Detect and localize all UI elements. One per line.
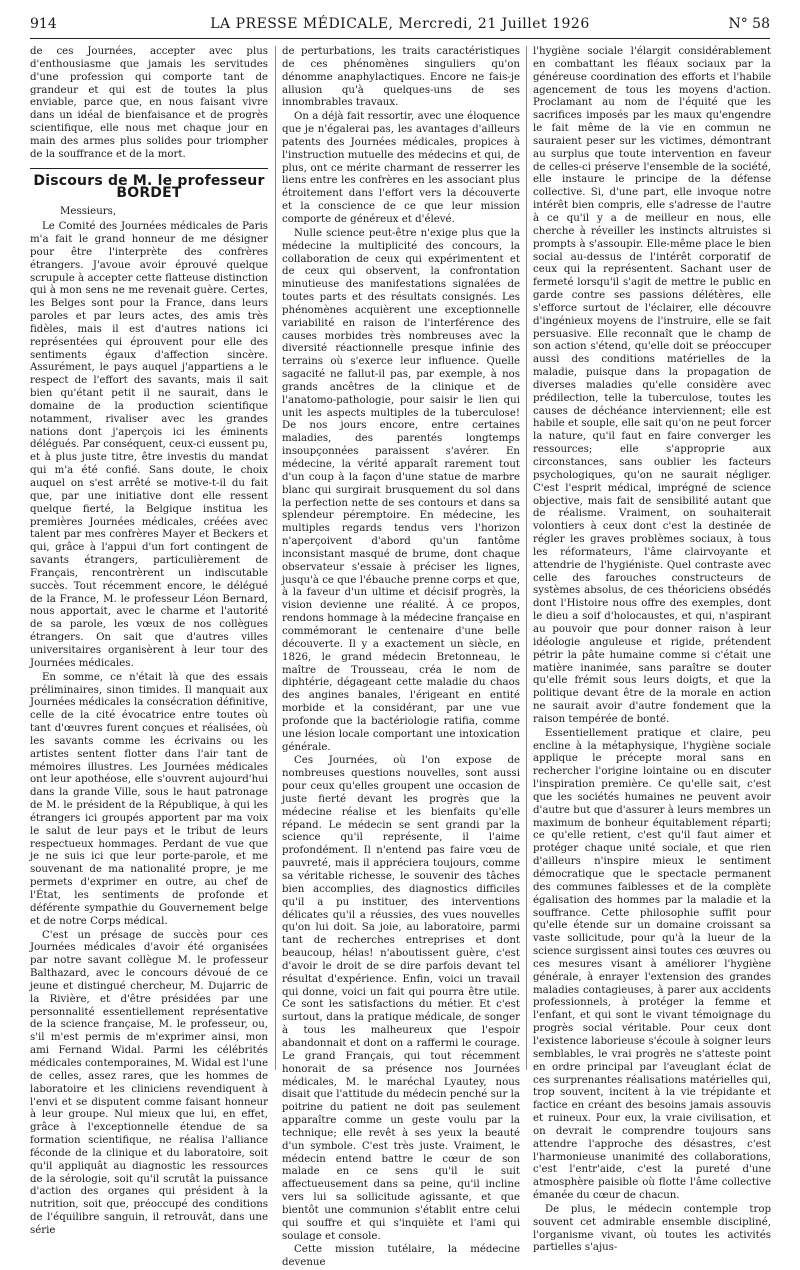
intro-paragraph: de ces Journées, accepter avec plus d'enthousiasme que jamais les servitudes d'une profession qui comporte tant de grandeur et qui est de toutes la plus enviable, parce que, en nous faisant vivre dans un idéal de bienfaisance et de progrès scientifique, elle nous met chaque jour en main des armes plus solides pour triompher de la souffrance et de la mort. <box>30 46 268 160</box>
paragraph: Le Comité des Journées médicales de Paris m'a fait le grand honneur de me désigner pour être l'interprète des confrères étrangers. J'avoue avoir éprouvé quelque scrupule à accepter cette flatteuse distinction qui à mon sens ne me revenait guère. Certes, les Belges sont pour la France, dans leurs paroles et par leurs actes, des amis très fidèles, mais il est d'autres nations ici représentées qui éprouvent pour elle des sentiments égaux d'affection sincère. Assurément, le pays auquel j'appartiens a le respect de l'effort des savants, mais il sait bien qu'étant petit il ne saurait, dans le domaine de la production scientifique notamment, rivaliser avec les grandes nations dont j'aperçois ici les éminents délégués. Par conséquent, ceux-ci eussent pu, et à plus juste titre, être investis du mandat qui m'a été confié. Sans doute, le choix auquel on s'est arrêté se motive-t-il du fait que, par une initiative dont elle ressent quelque fierté, la Belgique institua les premières Journées médicales, créées avec talent par mes confrères Mayer et Beckers et qui, grâce à l'appui d'un fort contingent de savants étrangers, particulièrement de Français, rencontrèrent un indiscutable succès. Tout récemment encore, le délégué de la France, M. le professeur Léon Bernard, nous apportait, avec le charme et l'autorité de sa parole, les vœux de nos collègues étrangers. On sait que d'autres villes universitaires organisèrent à leur tour des Journées médicales. <box>30 221 268 669</box>
running-title <box>30 16 770 32</box>
page-number: 914 <box>30 16 57 32</box>
paragraph: De plus, le médecin contemple trop souvent cet admirable ensemble discipliné, l'organisme vivant, où toutes les activités partielles s'ajus- <box>533 1203 771 1254</box>
column-3 <box>533 46 771 1254</box>
paragraph: l'hygiène sociale l'élargit considérablement en combattant les fléaux sociaux par la généreuse coordination des efforts et l'habile agencement de tous les moyens d'action. Proclamant au nom de l'équité que les sacrifices imposés par les maux qu'engendre le fait même de la vie en commun ne sauraient peser sur les victimes, démontrant au surplus que toute intervention en faveur de celles-ci préserve l'ensemble de la société, elle instaure le principe de la défense collective. Si, d'une part, elle invoque notre intérêt bien compris, elle s'adresse de l'autre à ce qu'il y a de meilleur en nous, elle cherche à réveiller les instincts altruistes si prompts à s'assoupir. Elle-même place le bien social au-dessus de l'intérêt corporatif de ceux qui la représentent. Sachant user de fermeté lorsqu'il s'agit de mettre le public en garde contre ses passions délétères, elle s'efforce surtout de l'éclairer, elle découvre d'ingénieux moyens de l'instruire, elle se fait persuasive. Elle reconnaît que le champ de son action s'étend, qu'elle doit se préoccuper aussi des conditions matérielles de la maladie, puisque dans la propagation de diverses maladies qu'elle considère avec prédilection, telle la tuberculose, toutes les causes de déchéance interviennent; elle est habile et souple, elle sait qu'on ne peut forcer la nature, qu'il faut en faire converger les ressources; elle s'approprie aux circonstances, sans oublier les facteurs psychologiques, qu'on ne saurait négliger. C'est l'esprit médical, imprégné de science objective, mais fait de sensibilité autant que de réalisme. Vraiment, on souhaiterait volontiers à ceux dont c'est la destinée de régler les graves problèmes sociaux, à tous les réformateurs, l'âme clairvoyante et attendrie de l'hygiéniste. Quel contraste avec celle des farouches constructeurs de systèmes absolus, de ces théoriciens obsédés dont l'Histoire nous offre des exemples, dont le dieu a soif d'holocaustes, et qui, n'aspirant au pouvoir que pour donner raison à leur idéologie anguleuse et rigide, prétendent pétrir la pâte humaine comme si c'était une matière inanimée, sans paraître se douter qu'elle frémit sous leurs doigts, et que la politique devant être de la morale en action ne saurait avoir d'autre fondement que la raison tempérée de bonté. <box>533 46 771 725</box>
column-divider <box>275 46 276 1070</box>
column-1 <box>30 46 268 1236</box>
paragraph: En somme, ce n'était là que des essais préliminaires, sinon timides. Il manquait aux Journées médicales la consécration définitive, celle de la cité évocatrice entre toutes où tant d'œuvres furent conçues et réalisées, où les savants comme les écrivains ou les artistes sentent flotter dans l'air tant de mémoires illustres. Les Journées médicales ont leur apothéose, elle s'ouvrent aujourd'hui dans la grande Ville, sous le haut patronage de M. le président de la République, à qui les étrangers ici groupés apportent par ma voix le salut de leur pays et le tribut de leurs respectueux hommages. Perdant de vue que je ne suis ici que leur porte-parole, et me souvenant de ma nationalité propre, je me permets d'exprimer en outre, au chef de l'État, les sentiments de profonde et déférente sympathie du Gouvernement belge et de notre Corps médical. <box>30 671 268 927</box>
paragraph: Ces Journées, où l'on expose de nombreuses questions nouvelles, sont aussi pour ceux qu'elles groupent une occasion de juste fierté devant les progrès que la médecine réalise et les bienfaits qu'elle répand. Le médecin se sent grandi par la science qu'il représente, il l'aime profondément. Il n'entend pas faire vœu de pauvreté, mais il appréciera toujours, comme sa véritable richesse, le souvenir des tâches bien accomplies, des diagnostics difficiles qu'il a pu instituer, des interventions délicates qu'il a réussies, des vues nouvelles qu'on lui doit. Sa joie, au laboratoire, parmi tant de recherches entreprises et dont beaucoup, hélas! n'aboutissent guère, c'est d'avoir le droit de se dire parfois devant tel résultat d'expérience. Enfin, voici un travail qui donne, voici un fait qui pourra être utile. Ce sont les satisfactions du métier. Et c'est surtout, dans la pratique médicale, de songer à tous les malheureux que l'espoir abandonnait et dont on a raffermi le courage. Le grand Français, qui tout récemment honorait de sa présence nos Journées médicales, M. le maréchal Lyautey, nous disait que l'attitude du médecin penché sur la poitrine du patient ne doit pas seulement apparaître comme un geste voulu par la technique; elle revêt à ses yeux la beauté d'un symbole. C'est très juste. Vraiment, le médecin entend battre le cœur de son malade en ce sens qu'il le suit affectueusement dans sa peine, qu'il incline vers lui sa sollicitude agissante, et que bientôt une communion s'établit entre celui qui souffre et qui s'inquiète et l'ami qui soulage et console. <box>282 755 520 1242</box>
paragraph: Essentiellement pratique et claire, peu encline à la métaphysique, l'hygiène sociale applique le précepte moral sans en rechercher l'origine lointaine ou en discuter l'inspiration première. Ce qu'elle sait, c'est que les sociétés humaines ne peuvent avoir d'autre but que d'assurer à leurs membres un maximum de bonheur équitablement réparti; ce qu'elle retient, c'est qu'il faut aimer et protéger chaque unité sociale, et que rien d'ailleurs n'inspire mieux le sentiment démocratique que le spectacle permanent des communes faiblesses et de la complète égalisation des hommes par la maladie et la souffrance. Cette philosophie suffit pour qu'elle étende sur un domaine croissant sa vaste sollicitude, pour qu'à la lueur de la science surgissent ainsi toutes ces œuvres ou ces mesures visant à améliorer l'hygiène générale, à enrayer l'extension des grandes maladies contagieuses, à parer aux accidents professionnels, à protéger la femme et l'enfant, et qui sont le vivant témoignage du progrès social véritable. Pour ceux dont l'existence laborieuse s'écoule à soigner leurs semblables, le vrai progrès ne s'atteste point en ordre principal par l'aveuglant éclat de ces surprenantes réalisations matérielles qui, trop souvent, incitent à la vie trépidante et factice en créant des besoins jamais assouvis et ruineux. Pour eux, la vraie civilisation, et on devrait le comprendre toujours sans attendre l'approche des désastres, c'est l'harmonieuse unanimité des collaborations, c'est l'entr'aide, c'est la pureté d'une atmosphère paisible où flotte l'âme collective émanée du cœur de chacun. <box>533 727 771 1202</box>
paragraph: de perturbations, les traits caractéristiques de ces phénomènes singuliers qu'on dénomme anaphylactiques. Encore ne fais-je allusion qu'à quelques-uns de ses innombrables travaux. <box>282 46 520 109</box>
journal-title: LA PRESSE MÉDICALE, <box>210 16 394 32</box>
article-heading: Discours de M. le professeur BORDET <box>30 168 268 201</box>
paragraph: On a déjà fait ressortir, avec une éloquence que je n'égalerai pas, les avantages d'ailleurs patents des Journées médicales, propices à l'instruction mutuelle des médecins et qui, de plus, ont ce mérite charmant de resserrer les liens entre les confrères en les associant plus étroitement dans l'effort vers la découverte et la conscience de ce que leur mission comporte de généreux et d'élevé. <box>282 111 520 225</box>
column-divider <box>526 46 527 1070</box>
paragraph: C'est un présage de succès pour ces Journées médicales d'avoir été organisées par notre savant collègue M. le professeur Balthazard, avec le concours dévoué de ce jeune et distingué chercheur, M. Dujarric de la Rivière, et d'être présidées par une personnalité essentiellement représentative de la science française, M. le professeur, ou, s'il m'est permis de m'exprimer ainsi, mon ami Fernand Widal. Parmi les célébrités médicales contemporaines, M. Widal est l'une de celles, assez rares, que les hommes de laboratoire et les cliniciens revendiquent à l'envi et se disputent comme faisant honneur à leur groupe. Nul mieux que lui, en effet, grâce à l'exceptionnelle étendue de sa formation scientifique, ne réalisa l'alliance féconde de la clinique et du laboratoire, soit qu'il appliquât au diagnostic les ressources de la sérologie, soit qu'il scrutât la puissance d'action des organes qui président à la nutrition, soit que, préoccupé des conditions de l'équilibre sanguin, il retrouvât, dans une série <box>30 929 268 1236</box>
page-header <box>30 14 770 36</box>
issue-number: N° 58 <box>728 16 770 32</box>
salutation: Messieurs, <box>60 206 117 218</box>
column-2 <box>282 46 520 1269</box>
issue-date: Mercredi, 21 Juillet 1926 <box>398 16 590 32</box>
header-rule <box>30 38 770 39</box>
paragraph: Cette mission tutélaire, la médecine devenue <box>282 1244 520 1269</box>
paragraph: Nulle science peut-être n'exige plus que la médecine la multiplicité des concours, la collaboration de ceux qui expérimentent et de ceux qui observent, la confrontation minutieuse des manifestations signalées de toutes parts et des résultats consignés. Les phénomènes acquièrent une exceptionnelle variabilité en raison de l'interférence des causes morbides très nombreuses avec la diversité réactionnelle presque infinie des terrains où s'exerce leur influence. Quelle sagacité ne fallut-il pas, par exemple, à nos grands ancêtres de la clinique et de l'anatomo-pathologie, pour saisir le lien qui unit les aspects multiples de la tuberculose! De nos jours encore, entre certaines maladies, des parentés longtemps insoupçonnées paraissent s'avérer. En médecine, la vérité apparaît rarement tout d'un coup à la façon d'une statue de marbre blanc qui surgirait brusquement du sol dans la perfection nette de ses contours et dans sa splendeur péremptoire. En médecine, les multiples regards tendus vers l'horizon n'aperçoivent d'abord qu'un fantôme inconsistant masqué de brume, dont chaque observateur s'essaie à préciser les lignes, jusqu'à ce que l'ébauche prenne corps et que, à la faveur d'un ultime et décisif progrès, la vision devienne une réalité. À ce propos, rendons hommage à la médecine française en commémorant le centenaire d'une belle découverte. Il y a exactement un siècle, en 1826, le grand médecin Bretonneau, le maître de Trousseau, créa le nom de diphtérie, dégageant cette maladie du chaos des angines banales, l'érigeant en entité morbide et la considérant, par une vue profonde que la bactériologie ratifia, comme une lésion locale comportant une intoxication générale. <box>282 227 520 753</box>
